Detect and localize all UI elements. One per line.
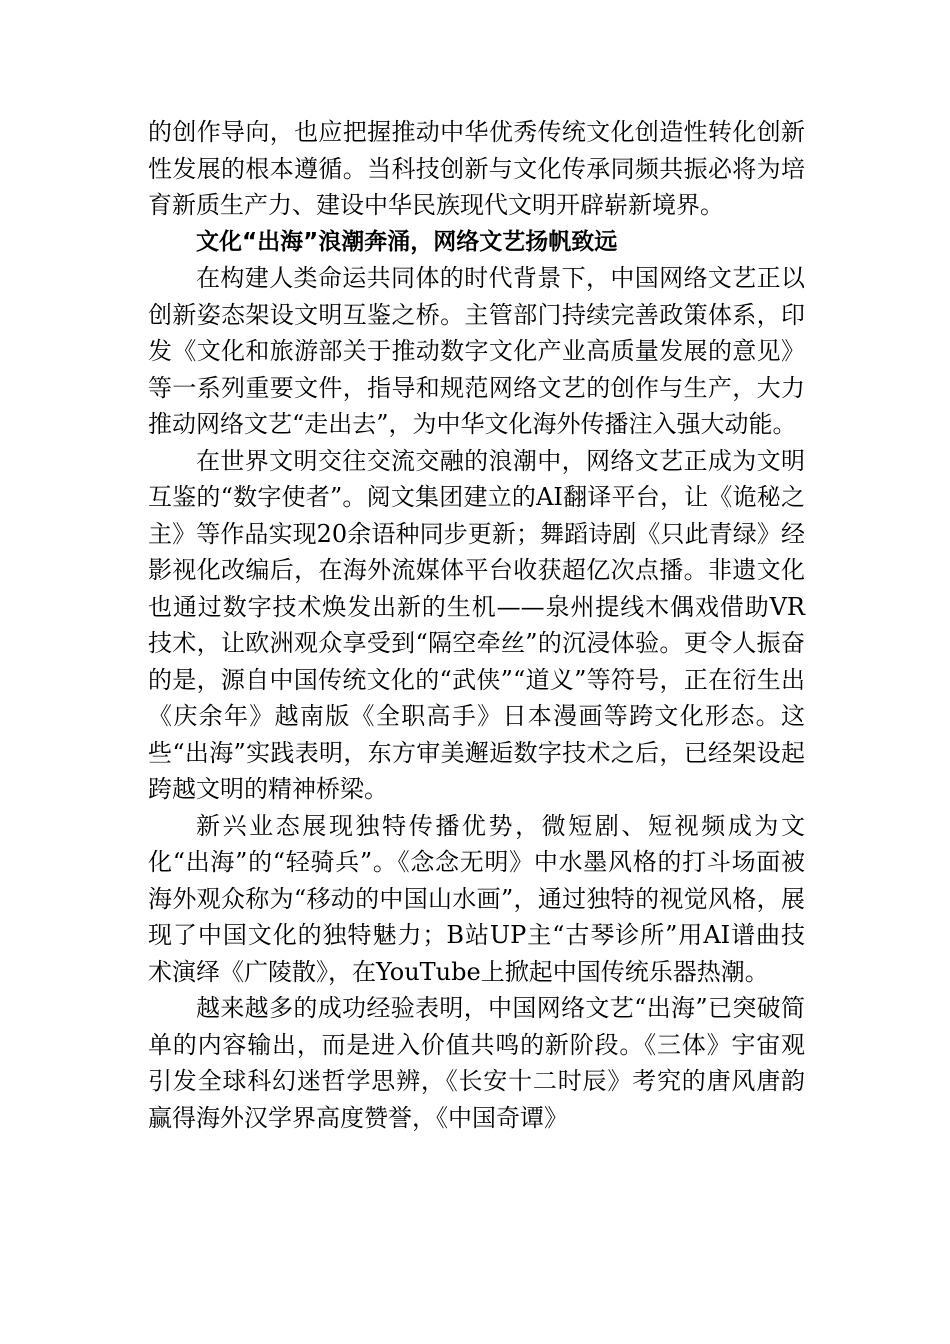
paragraph-new-formats: 新兴业态展现独特传播优势，微短剧、短视频成为文化“出海”的“轻骑兵”。《念念无明》中水墨风格的打斗场面被海外观众称为“移动的中国山水画”，通过独特的视觉风格，展现了中国文化的独特魅力；B站UP主“古琴诊所”用AI谱曲技术演绎《广陵散》，在YouTube上掀起中国传统乐器热潮。 [148, 811, 805, 986]
paragraph-policy: 在构建人类命运共同体的时代背景下，中国网络文艺正以创新姿态架设文明互鉴之桥。主管部门持续完善政策体系，印发《文化和旅游部关于推动数字文化产业高质量发展的意见》等一系列重要文件，指导和规范网络文艺的创作与生产，大力推动网络文艺“走出去”，为中华文化海外传播注入强大动能。 [148, 264, 805, 438]
paragraph-digital-envoy: 在世界文明交往交流交融的浪潮中，网络文艺正成为文明互鉴的“数字使者”。阅文集团建立的AI翻译平台，让《诡秘之主》等作品实现20余语种同步更新；舞蹈诗剧《只此青绿》经影视化改编后，在海外流媒体平台收获超亿次点播。非遗文化也通过数字技术焕发出新的生机——泉州提线木偶戏借助VR技术，让欧洲观众享受到“隔空牵丝”的沉浸体验。更令人振奋的是，源自中国传统文化的“武侠”“道义”等符号，正在衍生出《庆余年》越南版《全职高手》日本漫画等跨文化形态。这些“出海”实践表明，东方审美邂逅数字技术之后，已经架设起跨越文明的精神桥梁。 [148, 446, 805, 803]
document-body [148, 114, 805, 1136]
paragraph-continuation: 的创作导向，也应把握推动中华优秀传统文化创造性转化创新性发展的根本遵循。当科技创新与文化传承同频共振必将为培育新质生产力、建设中华民族现代文明开辟崭新境界。 [148, 118, 805, 219]
section-heading: 文化“出海”浪潮奔涌，网络文艺扬帆致远 [196, 228, 618, 255]
paragraph-value-resonance: 越来越多的成功经验表明，中国网络文艺“出海”已突破简单的内容输出，而是进入价值共鸣的新阶段。《三体》宇宙观引发全球科幻迷哲学思辨，《长安十二时辰》考究的唐风唐韵赢得海外汉学界高度赞誉，《中国奇谭》 [148, 994, 805, 1132]
